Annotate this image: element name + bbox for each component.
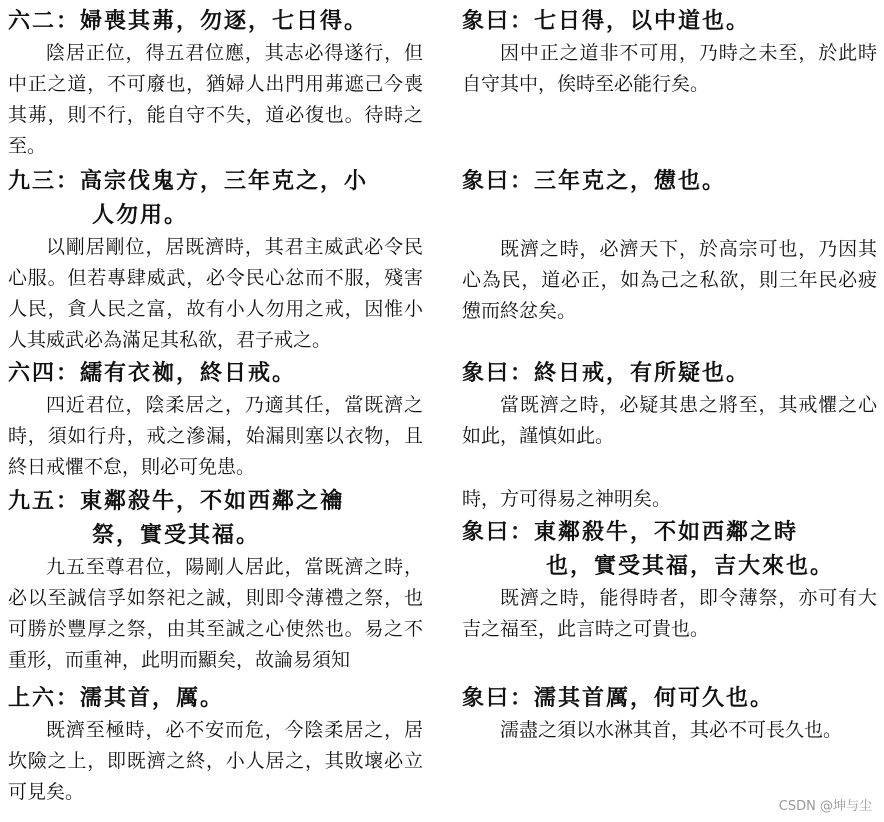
image-nine-three: [462, 164, 877, 327]
image-commentary: 濡盡之須以水淋其首，其必不可長久也。: [500, 719, 843, 741]
line-nine-three: [8, 164, 423, 356]
line-six-four: [8, 356, 423, 483]
line-commentary: 既濟至極時，必不安而危，今陰柔居之，居坎險之上，即既濟之終，小人居之，其敗壞必立可見矣。: [8, 719, 423, 803]
image-title: 象曰：東鄰殺牛，不如西鄰之時: [462, 519, 799, 545]
line-commentary: 陰居正位，得五君位應，其志必得遂行，但中正之道，不可廢也，猶婦人出門用茀遮己今喪其茀，則不行，能自守不失，道必復也。待時之至。: [8, 42, 423, 157]
line-commentary: 以剛居剛位，居既濟時，其君主威武必令民心服。但若專肆威武，必令民心忿而不服，殘害人民，貪人民之富，故有小人勿用之戒，因惟小人其威武必為滿足其私欲，君子戒之。: [8, 236, 423, 351]
image-title-continued: 也，實受其福，吉大來也。: [546, 553, 835, 579]
line-six-two: [8, 4, 423, 162]
line-title: 六四：繻有衣袽，終日戒。: [8, 360, 297, 386]
image-commentary: 當既濟之時，必疑其患之將至，其戒懼之心如此，謹慎如此。: [462, 394, 877, 447]
continued-commentary: 時，方可得易之神明矣。: [462, 488, 672, 510]
line-title-continued: 祭，實受其福。: [92, 522, 261, 548]
line-title: 九三：高宗伐鬼方，三年克之，小: [8, 168, 369, 194]
image-six-four: [462, 356, 877, 452]
image-commentary: 既濟之時，必濟天下，於高宗可也，乃因其心為民，道必正，如為己之私欲，則三年民必疲憊而終忿矣。: [462, 238, 877, 322]
image-commentary: 因中正之道非不可用，乃時之未至，於此時自守其中，俟時至必能行矣。: [462, 42, 877, 95]
image-title: 象曰：濡其首厲，何可久也。: [462, 685, 775, 711]
line-nine-five: [8, 484, 423, 676]
line-title-continued: 人勿用。: [92, 202, 189, 228]
line-commentary: 九五至尊君位，陽剛人居此，當既濟之時，必以至誠信孚如祭祀之誠，則即令薄禮之祭，也可勝於豐厚之祭，由其至誠之心使然也。易之不重形，而重神，此明而顯矣，故論易須知: [8, 556, 423, 671]
image-top-six: [462, 681, 877, 746]
line-title: 上六：濡其首，厲。: [8, 685, 225, 711]
image-nine-five: [462, 484, 877, 645]
line-title: 九五：東鄰殺牛，不如西鄰之禴: [8, 488, 345, 514]
watermark: CSDN @坤与尘: [778, 799, 872, 814]
line-commentary: 四近君位，陰柔居之，乃適其任，當既濟之時，須如行舟，戒之滲漏，始漏則塞以衣物，且終日戒懼不怠，則必可免患。: [8, 394, 423, 478]
image-title: 象曰：七日得，以中道也。: [462, 8, 751, 34]
image-commentary: 既濟之時，能得時者，即令薄祭，亦可有大吉之福至，此言時之可貴也。: [462, 587, 877, 640]
image-six-two: [462, 4, 877, 100]
line-top-six: [8, 681, 423, 808]
line-title: 六二：婦喪其茀，勿逐，七日得。: [8, 8, 369, 34]
image-title: 象曰：終日戒，有所疑也。: [462, 360, 751, 386]
image-title: 象曰：三年克之，憊也。: [462, 168, 727, 194]
